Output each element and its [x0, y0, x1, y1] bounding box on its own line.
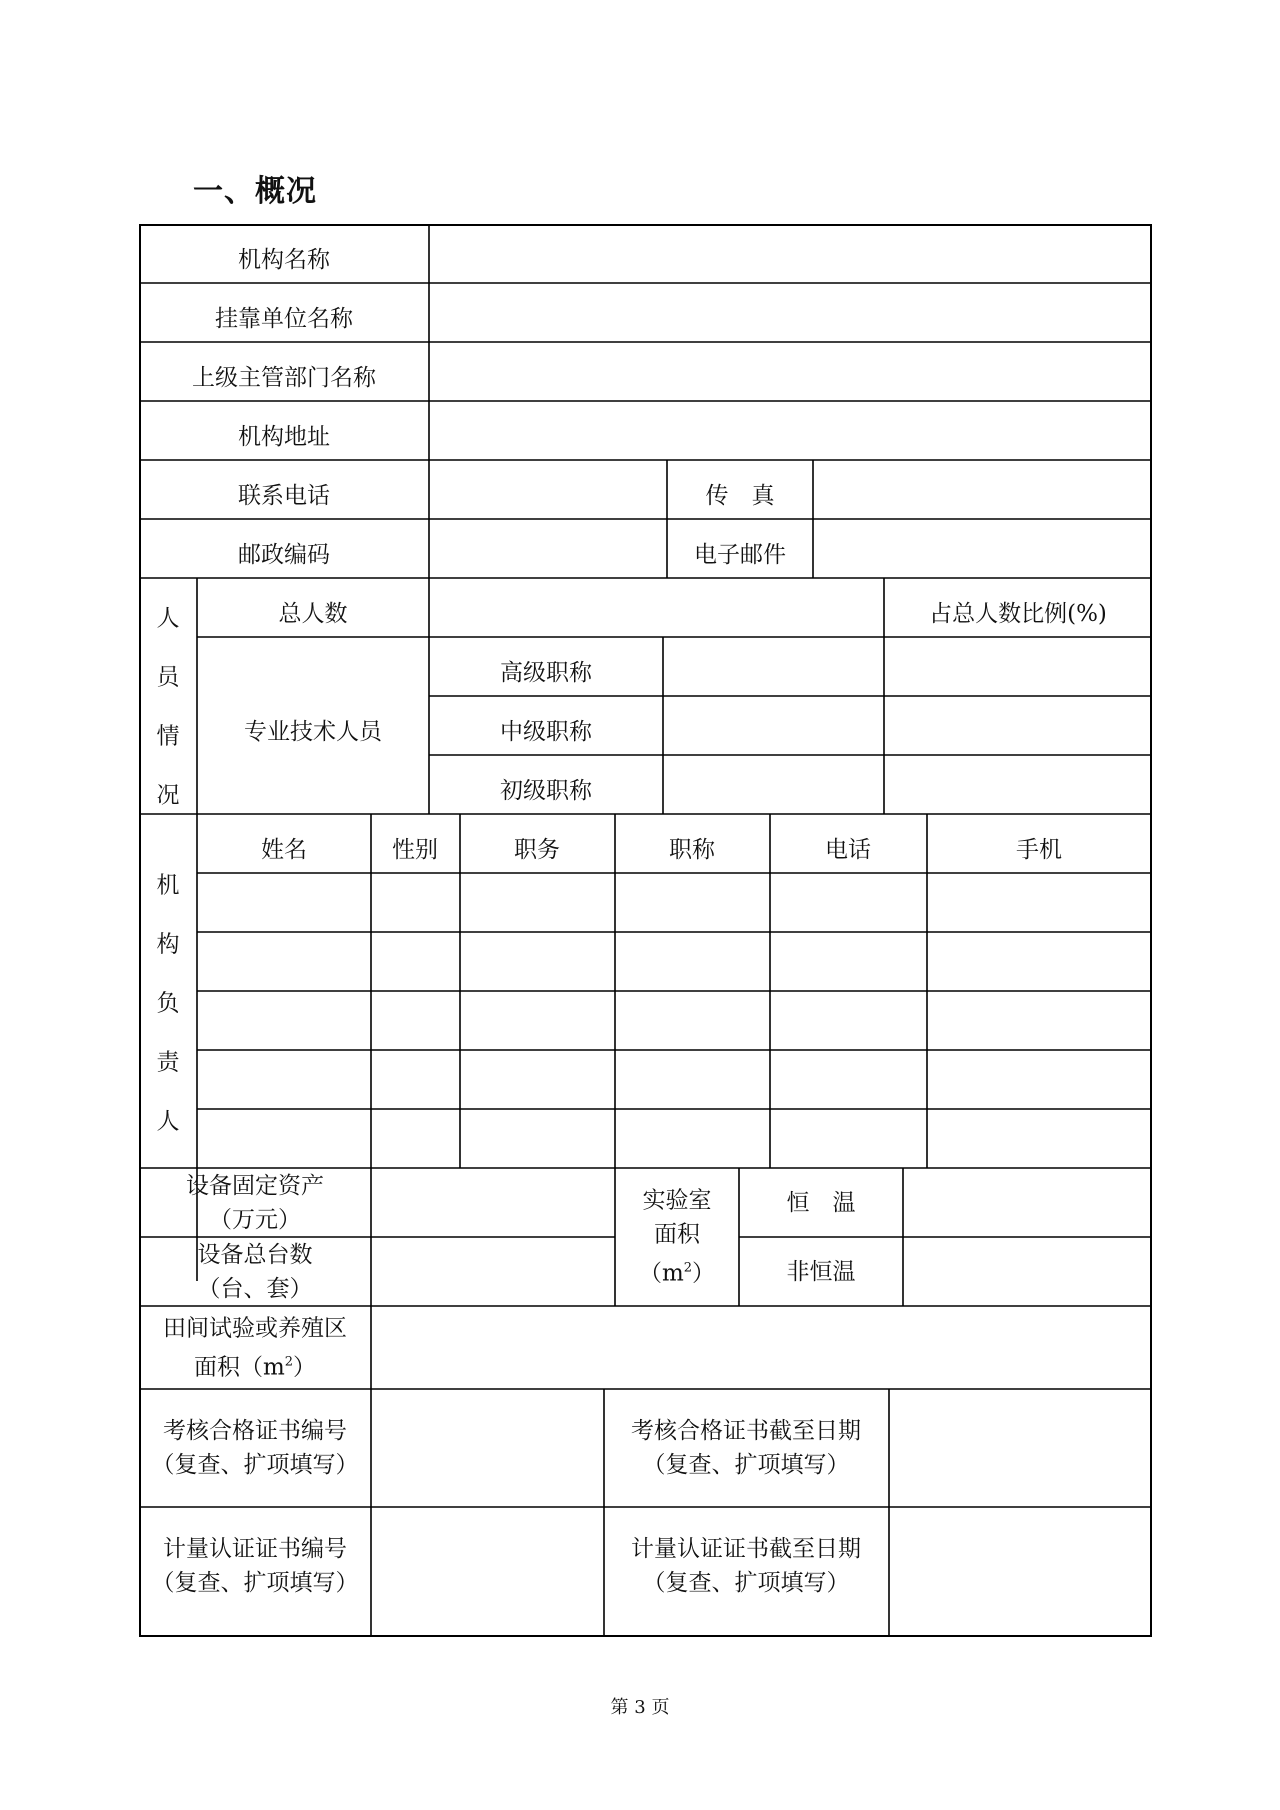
header-mobile: 手机: [1016, 837, 1062, 863]
affiliated-unit-label: 挂靠单位名称: [215, 306, 353, 332]
senior-title-label: 高级职称: [500, 660, 592, 686]
address-label: 机构地址: [238, 424, 330, 450]
page-number: 第 3 页: [610, 1697, 670, 1718]
middle-title-label: 中级职称: [500, 719, 592, 745]
leaders-side-char: 人: [156, 1108, 180, 1135]
fixed-assets-label: 设备固定资产 （万元）: [186, 1173, 324, 1233]
superior-dept-label: 上级主管部门名称: [192, 365, 376, 391]
lab-area-label: 实验室 面积 $(m^2)$: [638, 1187, 716, 1287]
total-staff-label: 总人数: [278, 601, 348, 627]
personnel-side-char: 情: [156, 723, 180, 750]
assessment-cert-no-label: 考核合格证书编号 （复查、扩项填写）: [151, 1418, 359, 1478]
equipment-count-label: 设备总台数 （台、套）: [197, 1242, 313, 1302]
header-name: 姓名: [261, 837, 307, 863]
metrology-cert-no-label: 计量认证证书编号 （复查、扩项填写）: [151, 1536, 359, 1596]
ratio-label: 占总人数比例(%): [929, 601, 1107, 627]
header-title: 职称: [669, 837, 715, 863]
email-label: 电子邮件: [694, 542, 786, 568]
personnel-side-char: 况: [156, 782, 180, 809]
constant-temp-label: 恒 温: [786, 1190, 856, 1216]
leaders-side-char: 机: [156, 872, 180, 899]
page-title: 一、概况: [193, 174, 317, 209]
personnel-side-char: 员: [156, 664, 180, 691]
junior-title-label: 初级职称: [500, 778, 592, 804]
leaders-side-char: 负: [156, 990, 180, 1017]
metrology-cert-date-label: 计量认证证书截至日期 （复查、扩项填写）: [631, 1536, 861, 1596]
phone-label: 联系电话: [238, 483, 330, 509]
leaders-side-char: 责: [156, 1049, 180, 1076]
overview-form-table: [139, 224, 1152, 1637]
non-constant-temp-label: 非恒温: [786, 1259, 856, 1285]
header-gender: 性别: [392, 837, 438, 863]
header-position: 职务: [514, 837, 560, 863]
postcode-label: 邮政编码: [238, 542, 330, 568]
assessment-cert-date-label: 考核合格证书截至日期 （复查、扩项填写）: [631, 1418, 861, 1478]
field-area-label: 田间试验或养殖区 面积$(m^2)$: [163, 1315, 347, 1381]
header-phone: 电话: [825, 837, 871, 863]
institution-name-label: 机构名称: [238, 247, 330, 273]
leaders-side-char: 构: [156, 931, 180, 958]
personnel-side-char: 人: [156, 605, 180, 632]
professional-staff-label: 专业技术人员: [244, 719, 382, 745]
fax-label: 传 真: [705, 483, 775, 509]
